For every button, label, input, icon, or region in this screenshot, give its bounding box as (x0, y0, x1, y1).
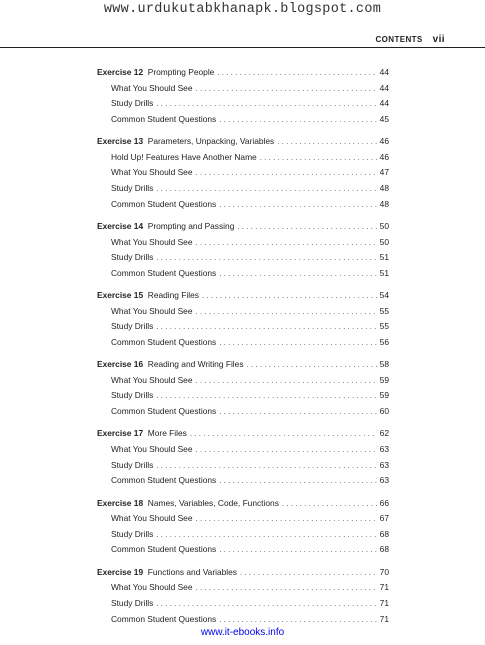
page-ref: 71 (379, 582, 389, 593)
dot-leader (156, 388, 376, 404)
toc-subsection-entry[interactable] (97, 404, 389, 420)
page-ref: 62 (379, 428, 389, 439)
subsection-title: Study Drills (111, 597, 154, 608)
subsection-title: What You Should See (111, 513, 193, 524)
toc-subsection-entry[interactable] (97, 319, 389, 335)
exercise-title: Reading and Writing Files (147, 359, 244, 370)
toc-subsection-entry[interactable] (97, 266, 389, 282)
exercise-title: Names, Variables, Code, Functions (147, 497, 279, 508)
page-ref: 71 (379, 597, 389, 608)
dot-leader (217, 65, 376, 81)
toc-subsection-entry[interactable] (97, 165, 389, 181)
toc-exercise-label (97, 426, 187, 442)
dot-leader (219, 473, 376, 489)
toc-exercise-entry[interactable] (97, 65, 389, 81)
page-ref: 66 (379, 497, 389, 508)
toc-subsection-entry[interactable] (97, 511, 389, 527)
subsection-title: What You Should See (111, 305, 193, 316)
toc-exercise-label (97, 219, 234, 235)
exercise-title: Reading Files (147, 290, 199, 301)
subsection-title: What You Should See (111, 236, 193, 247)
subsection-title: Common Student Questions (111, 113, 217, 124)
toc-subsection-entry[interactable] (97, 250, 389, 266)
subsection-title: What You Should See (111, 444, 193, 455)
toc-exercise-entry[interactable] (97, 288, 389, 304)
subsection-title: What You Should See (111, 582, 193, 593)
page-ref: 71 (379, 613, 389, 624)
dot-leader (219, 335, 376, 351)
page-ref: 68 (379, 528, 389, 539)
exercise-title: Prompting People (147, 67, 215, 77)
toc-subsection-entry[interactable] (97, 612, 389, 628)
dot-leader (237, 219, 376, 235)
exercise-number: Exercise 12 (97, 67, 144, 77)
exercise-number: Exercise 18 (97, 497, 144, 508)
page-ref: 59 (379, 374, 389, 385)
toc-exercise-entry[interactable] (97, 565, 389, 581)
page-ref: 60 (379, 406, 389, 417)
watermark-bottom-url: www.it-ebooks.info (200, 627, 285, 638)
subsection-title: Hold Up! Features Have Another Name (111, 151, 257, 162)
dot-leader (190, 426, 377, 442)
page-ref: 44 (379, 98, 389, 109)
table-of-contents (97, 65, 389, 634)
exercise-title: More Files (147, 428, 187, 439)
toc-subsection-entry[interactable] (97, 527, 389, 543)
dot-leader (196, 235, 377, 251)
page-ref: 58 (379, 359, 389, 370)
toc-subsection-entry[interactable] (97, 181, 389, 197)
page-ref: 44 (379, 82, 389, 93)
page-ref: 54 (379, 290, 389, 301)
dot-leader (219, 542, 376, 558)
toc-subsection-entry[interactable] (97, 596, 389, 612)
toc-exercise-group (97, 219, 389, 281)
subsection-title: Study Drills (111, 98, 154, 109)
exercise-number: Exercise 19 (97, 566, 144, 577)
toc-subsection-entry[interactable] (97, 197, 389, 213)
toc-exercise-label (97, 65, 214, 81)
page-ref: 68 (379, 544, 389, 555)
toc-subsection-entry[interactable] (97, 388, 389, 404)
dot-leader (219, 612, 376, 628)
page-ref: 50 (379, 220, 389, 231)
page-ref: 67 (379, 513, 389, 524)
exercise-number: Exercise 15 (97, 290, 144, 301)
exercise-number: Exercise 16 (97, 359, 144, 370)
watermark-top-url: www.urdukutabkhanapk.blogspot.com (103, 2, 382, 17)
page-ref: 46 (379, 136, 389, 147)
dot-leader (196, 165, 377, 181)
exercise-title: Functions and Variables (147, 566, 237, 577)
page-ref: 44 (379, 67, 389, 77)
subsection-title: Common Student Questions (111, 198, 217, 209)
dot-leader (156, 96, 376, 112)
dot-leader (196, 373, 377, 389)
dot-leader (196, 580, 377, 596)
header-rule (0, 47, 485, 48)
exercise-title: Parameters, Unpacking, Variables (147, 136, 275, 147)
toc-subsection-entry[interactable] (97, 150, 389, 166)
page-ref: 70 (379, 566, 389, 577)
subsection-title: Study Drills (111, 321, 154, 332)
toc-exercise-label (97, 565, 237, 581)
dot-leader (282, 496, 377, 512)
toc-subsection-entry[interactable] (97, 81, 389, 97)
toc-exercise-entry[interactable] (97, 134, 389, 150)
toc-exercise-group (97, 134, 389, 212)
toc-subsection-entry[interactable] (97, 335, 389, 351)
toc-exercise-entry[interactable] (97, 496, 389, 512)
subsection-title: Study Drills (111, 252, 154, 263)
toc-exercise-group (97, 496, 389, 558)
subsection-title: Common Student Questions (111, 336, 217, 347)
exercise-number: Exercise 14 (97, 220, 144, 231)
page-ref: 51 (379, 252, 389, 263)
dot-leader (196, 511, 377, 527)
subsection-title: Common Student Questions (111, 544, 217, 555)
dot-leader (156, 458, 376, 474)
toc-subsection-entry[interactable] (97, 442, 389, 458)
toc-subsection-entry[interactable] (97, 235, 389, 251)
toc-exercise-entry[interactable] (97, 357, 389, 373)
dot-leader (156, 181, 376, 197)
page-ref: 48 (379, 182, 389, 193)
running-head (375, 34, 445, 45)
exercise-number: Exercise 13 (97, 136, 144, 147)
toc-subsection-entry[interactable] (97, 373, 389, 389)
toc-exercise-group (97, 426, 389, 488)
toc-subsection-entry[interactable] (97, 473, 389, 489)
toc-exercise-label (97, 288, 199, 304)
page-ref: 55 (379, 321, 389, 332)
page-ref: 51 (379, 267, 389, 278)
toc-exercise-group (97, 288, 389, 350)
toc-subsection-entry[interactable] (97, 304, 389, 320)
toc-exercise-label (97, 357, 244, 373)
toc-exercise-label (97, 134, 274, 150)
subsection-title: What You Should See (111, 82, 193, 93)
toc-exercise-group (97, 357, 389, 419)
toc-exercise-entry[interactable] (97, 426, 389, 442)
toc-subsection-entry[interactable] (97, 112, 389, 128)
toc-subsection-entry[interactable] (97, 96, 389, 112)
toc-exercise-group (97, 565, 389, 627)
dot-leader (196, 81, 377, 97)
dot-leader (156, 527, 376, 543)
page-ref: 63 (379, 444, 389, 455)
toc-exercise-group (97, 65, 389, 127)
exercise-title: Prompting and Passing (147, 220, 235, 231)
subsection-title: Common Student Questions (111, 406, 217, 417)
toc-exercise-label (97, 496, 279, 512)
page-ref: 50 (379, 236, 389, 247)
page-ref: 56 (379, 336, 389, 347)
dot-leader (156, 250, 376, 266)
dot-leader (219, 404, 376, 420)
subsection-title: Common Student Questions (111, 475, 217, 486)
dot-leader (156, 319, 376, 335)
dot-leader (219, 197, 376, 213)
running-head-title: CONTENTS (375, 35, 423, 44)
subsection-title: Study Drills (111, 390, 154, 401)
dot-leader (219, 112, 376, 128)
subsection-title: Study Drills (111, 182, 154, 193)
page-ref: 59 (379, 390, 389, 401)
subsection-title: What You Should See (111, 167, 193, 178)
dot-leader (240, 565, 377, 581)
dot-leader (277, 134, 376, 150)
page-ref: 45 (379, 113, 389, 124)
page-ref: 47 (379, 167, 389, 178)
subsection-title: Common Student Questions (111, 613, 217, 624)
page-ref: 55 (379, 305, 389, 316)
toc-exercise-entry[interactable] (97, 219, 389, 235)
toc-subsection-entry[interactable] (97, 580, 389, 596)
page-ref: 46 (379, 151, 389, 162)
page-ref: 63 (379, 475, 389, 486)
page-number: vii (432, 34, 445, 45)
dot-leader (260, 150, 377, 166)
page-ref: 48 (379, 198, 389, 209)
exercise-number: Exercise 17 (97, 428, 144, 439)
subsection-title: What You Should See (111, 374, 193, 385)
page-ref: 63 (379, 459, 389, 470)
subsection-title: Common Student Questions (111, 267, 217, 278)
dot-leader (196, 304, 377, 320)
dot-leader (196, 442, 377, 458)
subsection-title: Study Drills (111, 459, 154, 470)
dot-leader (202, 288, 377, 304)
subsection-title: Study Drills (111, 528, 154, 539)
toc-subsection-entry[interactable] (97, 542, 389, 558)
dot-leader (219, 266, 376, 282)
dot-leader (247, 357, 377, 373)
toc-subsection-entry[interactable] (97, 458, 389, 474)
dot-leader (156, 596, 376, 612)
